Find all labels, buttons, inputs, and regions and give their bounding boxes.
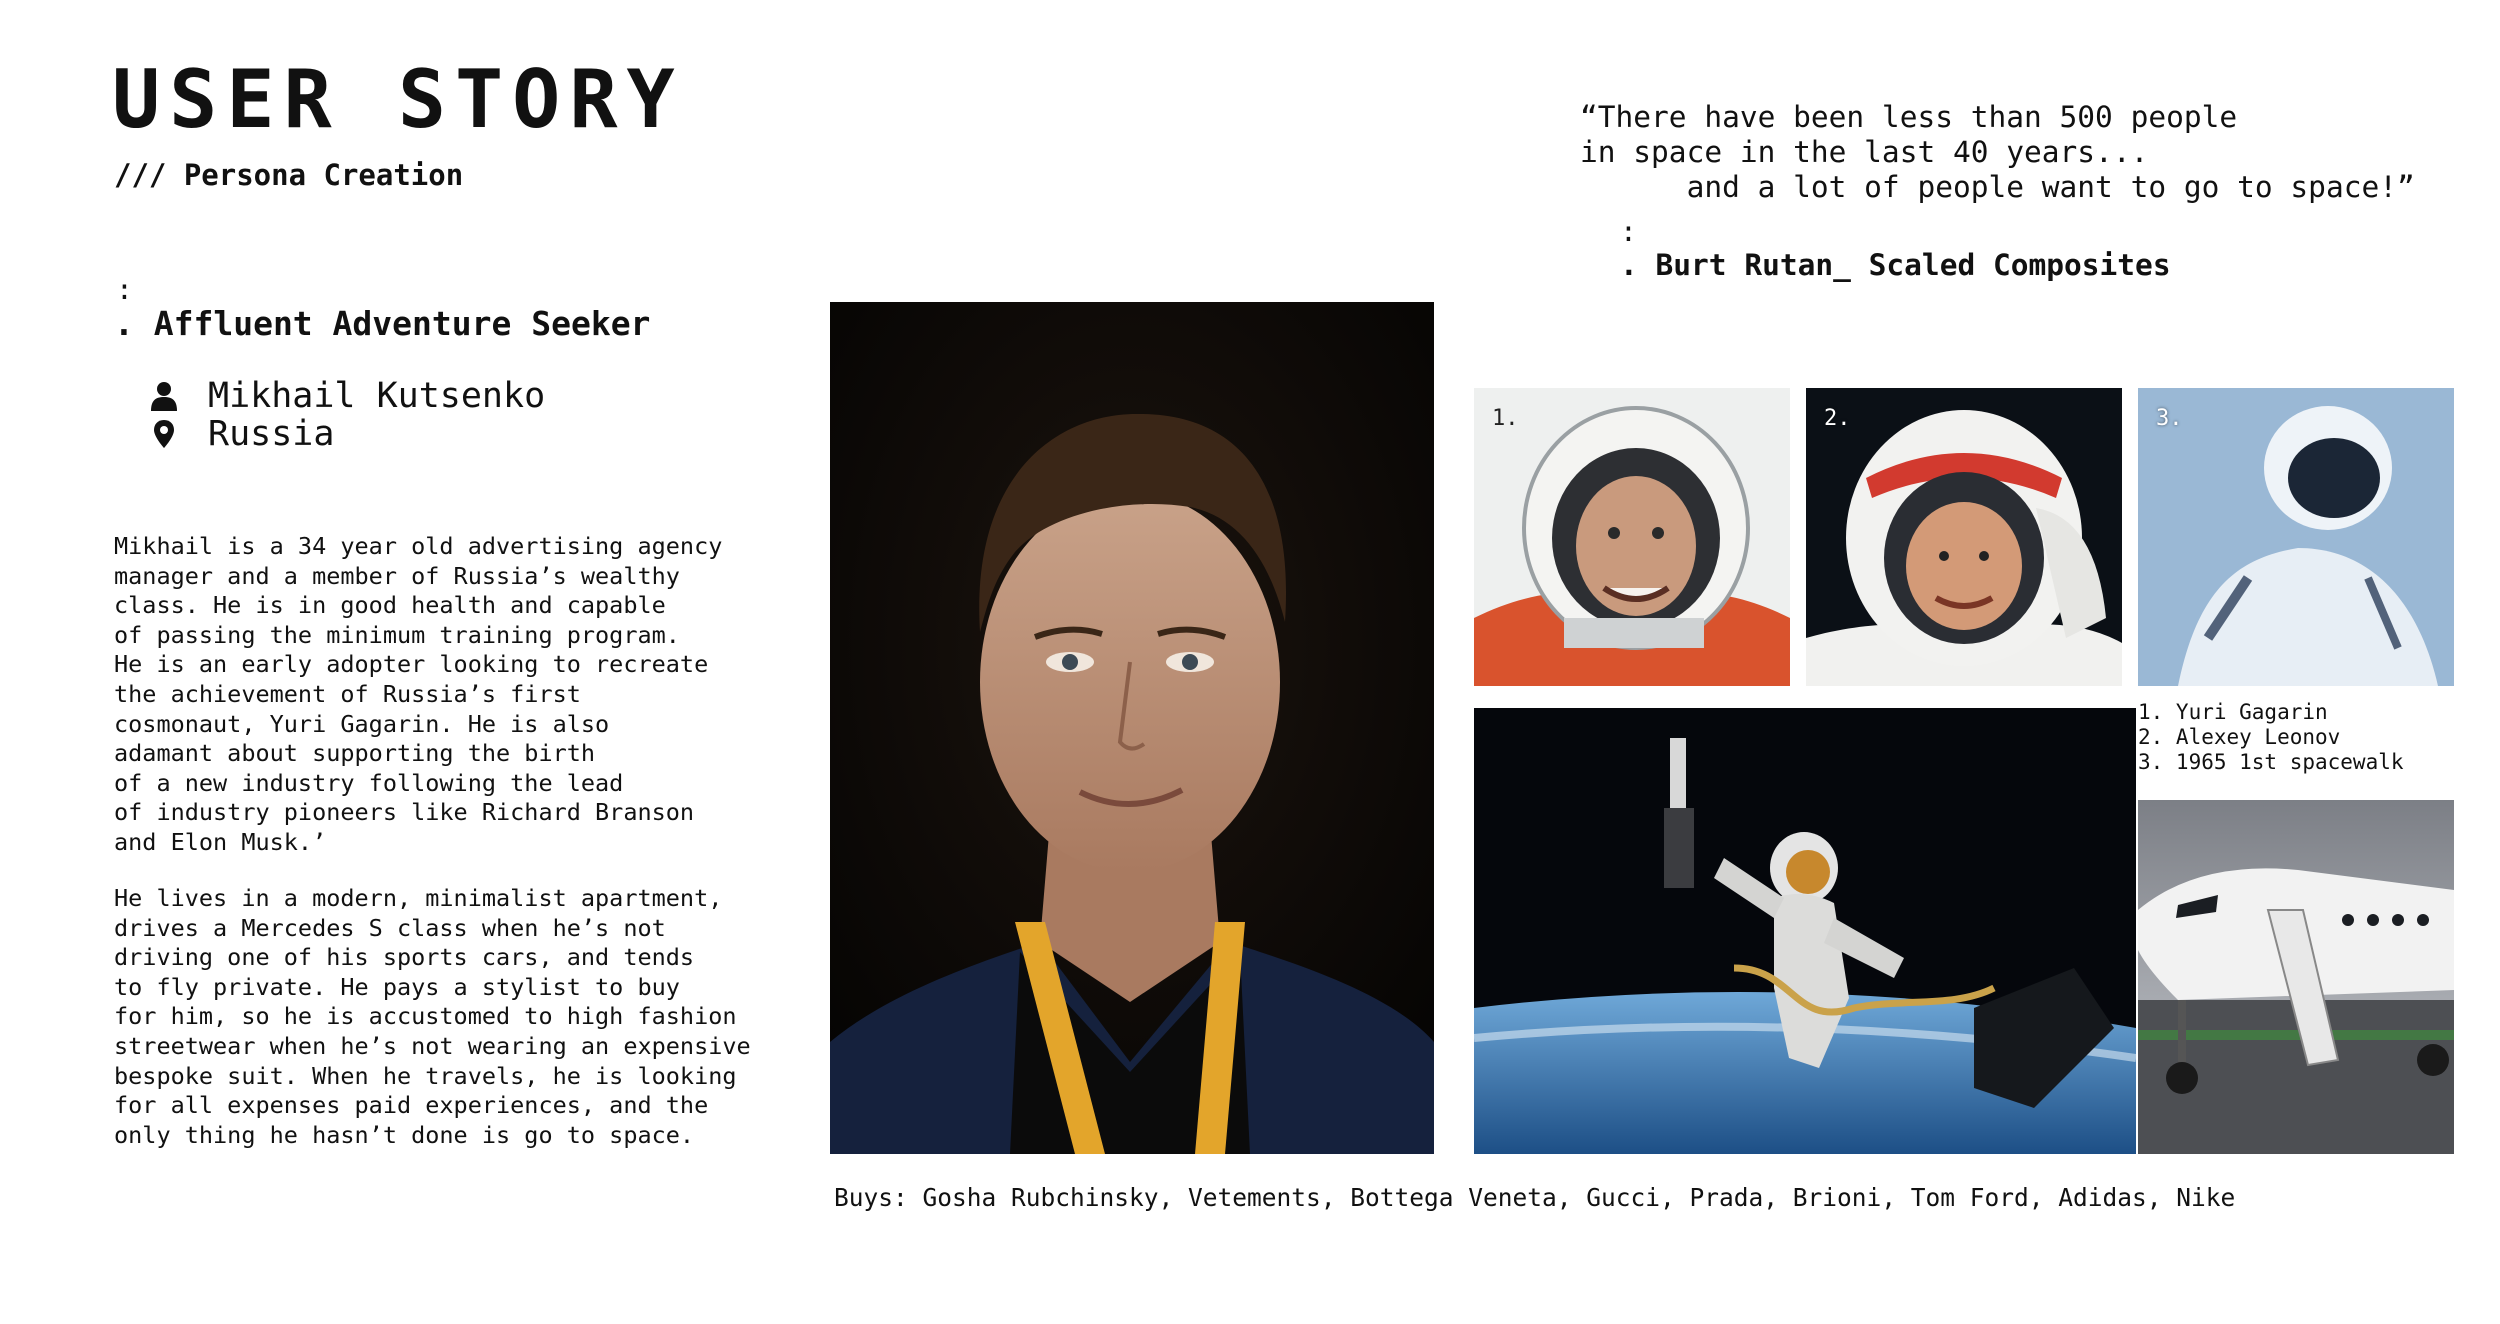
private-jet-photo — [2138, 800, 2454, 1154]
earth-spacewalk-photo — [1474, 708, 2136, 1154]
user-icon — [150, 381, 178, 411]
map-pin-icon — [150, 419, 178, 449]
image-number-3: 3. — [2156, 406, 2183, 431]
page-subtitle: /// Persona Creation — [114, 158, 464, 192]
leonov-photo — [1806, 388, 2122, 686]
persona-colon: : — [116, 273, 133, 306]
image-number-1: 1. — [1492, 406, 1519, 431]
persona-name-row — [150, 376, 545, 416]
image-captions: 1. Yuri Gagarin 2. Alexey Leonov 3. 1965 1st spacewalk — [2138, 700, 2404, 774]
bio-paragraph-1: Mikhail is a 34 year old advertising agency manager and a member of Russia’s wealthy class. He is in good health and capable of passing the minimum training program. He is an early adopter looking to recreate the achievement of Russia’s first cosmonaut, Yuri Gagarin. He is also adamant about supporting the birth of a new industry following the lead of industry pioneers like Richard Branson and Elon Musk.’ — [114, 532, 723, 856]
quote-author: . Burt Rutan_ Scaled Composites — [1620, 248, 2171, 282]
gagarin-photo — [1474, 388, 1790, 686]
persona-name: Mikhail Kutsenko — [208, 376, 546, 416]
bio-paragraph-2: He lives in a modern, minimalist apartment, drives a Mercedes S class when he’s not driving one of his sports cars, and tends to fly private. He pays a stylist to buy for him, so he is accustomed to high fashion streetwear when he’s not wearing an expensive bespoke suit. When he travels, he is looking for all expenses paid experiences, and the only thing he hasn’t done is go to space. — [114, 884, 751, 1149]
brands-buys-line: Buys: Gosha Rubchinsky, Vetements, Bottega Veneta, Gucci, Prada, Brioni, Tom Ford, Adidas, Nike — [834, 1183, 2236, 1212]
persona-location-row — [150, 414, 334, 454]
image-number-2: 2. — [1824, 406, 1851, 431]
spacewalk-1965-photo — [2138, 388, 2454, 686]
quote-colon: : — [1620, 215, 1637, 248]
persona-location: Russia — [208, 414, 335, 454]
persona-portrait-image — [830, 302, 1434, 1154]
quote-text: “There have been less than 500 people in space in the last 40 years... and a lot of people want to go to space!” — [1580, 100, 2415, 204]
persona-type: . Affluent Adventure Seeker — [114, 304, 651, 343]
page-title: USER STORY — [112, 53, 684, 146]
